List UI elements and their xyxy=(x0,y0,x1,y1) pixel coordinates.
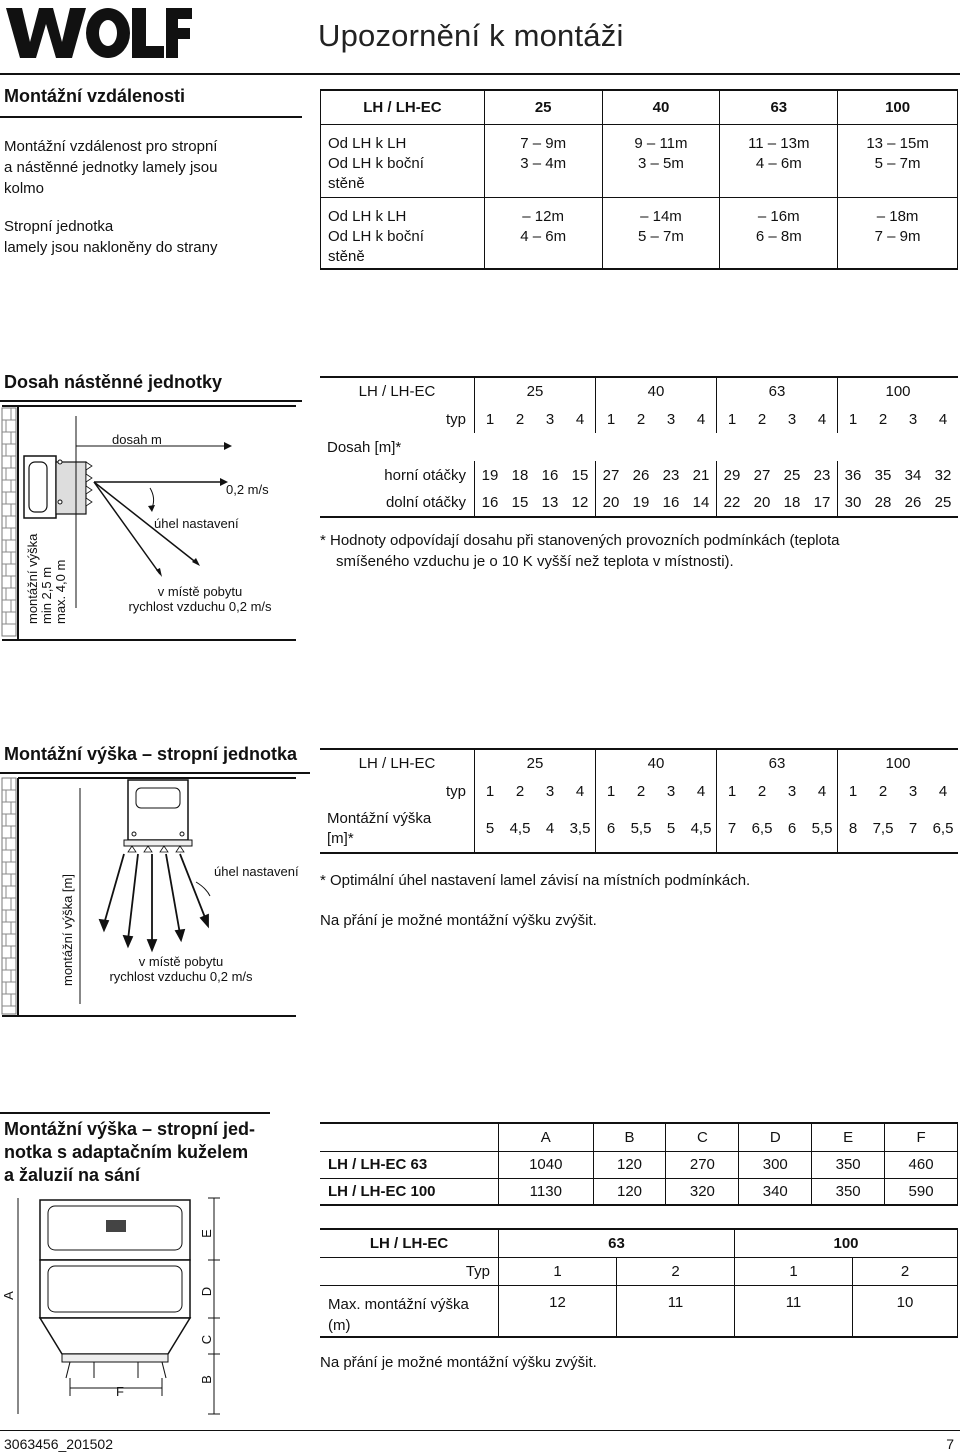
table-cell xyxy=(838,197,958,269)
cell-line: 5 – 7m xyxy=(874,154,921,172)
heading-line: Montážní výška – stropní jed- xyxy=(4,1119,256,1139)
ceiling-unit-diagram xyxy=(0,774,302,1020)
label-line: Montážní výška xyxy=(327,809,432,827)
table-cell: 4 xyxy=(817,782,827,800)
table-cell: 1 xyxy=(838,405,869,433)
table-cell: 3 xyxy=(908,410,918,428)
zone-line: v místě pobytu xyxy=(157,584,243,599)
table-header: LH / LH-EC xyxy=(321,90,485,124)
section-rule xyxy=(0,116,302,118)
table-cell: 18 xyxy=(783,494,801,511)
table-cell: 2 xyxy=(636,410,646,428)
section-heading-ceiling: Montážní výška – stropní jednotka xyxy=(4,744,298,764)
table-header: 63 xyxy=(717,377,838,405)
cell-line: – 16m xyxy=(757,207,800,225)
table-header: 63 xyxy=(499,1229,735,1257)
table-cell: 26 xyxy=(632,466,650,484)
heading-line: notka s adaptačním kuželem xyxy=(4,1142,249,1162)
table-header: 40 xyxy=(602,90,720,124)
table-cell: 1 xyxy=(838,777,869,805)
table-cell: 15 xyxy=(571,466,589,484)
table-header: 63 xyxy=(717,749,838,777)
table-cell: 32 xyxy=(934,466,952,484)
height-note: * Optimální úhel nastavení lamel závisí na místních podmínkách. xyxy=(320,872,751,889)
table-cell: 4 xyxy=(696,410,706,428)
table-cell: 15 xyxy=(511,494,529,511)
table-cell: 3 xyxy=(666,410,676,428)
table-header: 40 xyxy=(596,377,717,405)
table-row xyxy=(320,1178,958,1205)
dim-B-label: B xyxy=(198,1375,214,1384)
table-row xyxy=(320,1257,958,1285)
table-header: 100 xyxy=(838,749,959,777)
cell-line: Od LH k LH xyxy=(328,207,407,225)
table-cell xyxy=(484,124,602,197)
cell-line: stěně xyxy=(328,174,365,192)
table-cell: 1040 xyxy=(499,1151,594,1178)
value-cell: 11 xyxy=(735,1285,853,1337)
zone-label xyxy=(106,954,256,984)
table-header: 100 xyxy=(838,90,958,124)
cell-line: 3 – 5m xyxy=(638,154,684,172)
table-cell: 4 xyxy=(938,410,948,428)
cell-line: 13 – 15m xyxy=(866,134,929,152)
row-label: horní otáčky xyxy=(384,466,466,484)
height-label xyxy=(26,524,68,624)
s1-text1 xyxy=(4,136,304,199)
table-cell: 3,5 xyxy=(569,820,591,837)
table-header: E xyxy=(812,1123,885,1151)
angle-label: úhel nastavení xyxy=(154,516,239,531)
type-cell: 1 xyxy=(499,1257,617,1285)
row-label: Dosah [m]* xyxy=(327,438,402,456)
header-rule xyxy=(0,73,960,75)
reach-note xyxy=(320,530,960,572)
table-cell: 14 xyxy=(692,494,710,511)
table-cell: 21 xyxy=(692,466,710,484)
table-cell: 25 xyxy=(783,466,801,484)
table-cell: 5 xyxy=(666,820,676,837)
row-label xyxy=(321,197,485,269)
typ-label: typ xyxy=(445,782,466,800)
table-row xyxy=(320,805,958,853)
type-cell: 2 xyxy=(853,1257,958,1285)
table-cell: 5,5 xyxy=(630,820,652,837)
table-cell: 2 xyxy=(515,782,525,800)
cell-line: Od LH k LH xyxy=(328,134,407,152)
table-cell: 23 xyxy=(662,466,680,484)
table-cell: 1130 xyxy=(499,1178,594,1205)
table-header-row xyxy=(320,1123,958,1151)
table-cell: 350 xyxy=(812,1151,885,1178)
label-line: (m) xyxy=(328,1316,351,1334)
value-cell: 10 xyxy=(853,1285,958,1337)
table-header: LH / LH-EC xyxy=(369,1234,449,1252)
table-cell: 2 xyxy=(636,782,646,800)
table-cell: 16 xyxy=(541,466,559,484)
table-cell: 25 xyxy=(934,494,952,511)
table-cell: 6 xyxy=(787,820,797,837)
table-row xyxy=(320,433,958,461)
height-line: montážní výška xyxy=(25,533,40,624)
table-header: 25 xyxy=(475,377,596,405)
table-header: 25 xyxy=(484,90,602,124)
table-cell xyxy=(838,124,958,197)
typ-label: Typ xyxy=(465,1262,490,1280)
cell-line: 3 – 4m xyxy=(520,154,567,172)
table-header: 40 xyxy=(596,749,717,777)
row-label xyxy=(320,805,475,853)
table-row xyxy=(320,1151,958,1178)
cell-line: 7 – 9m xyxy=(874,227,921,245)
table-cell xyxy=(475,433,959,461)
dimensions-table xyxy=(320,1122,958,1206)
max-height-table xyxy=(320,1228,958,1338)
cell-line: stěně xyxy=(328,247,365,265)
table-cell: 8 xyxy=(838,805,869,853)
wall-unit-diagram xyxy=(0,402,302,642)
table-cell: 590 xyxy=(885,1178,958,1205)
table-cell: 19 xyxy=(632,494,650,511)
section-rule xyxy=(0,1112,270,1114)
table-cell: 16 xyxy=(475,489,506,517)
table-header: D xyxy=(739,1123,812,1151)
table-cell: 3 xyxy=(908,782,918,800)
table-cell xyxy=(720,124,838,197)
table-cell: 4 xyxy=(938,782,948,800)
cell-line: – 14m xyxy=(640,207,682,225)
label-line: [m]* xyxy=(327,829,354,847)
zone-line: rychlost vzduchu 0,2 m/s xyxy=(128,599,272,614)
wolf-logo xyxy=(6,4,192,62)
page-title: Upozornění k montáži xyxy=(318,18,624,53)
table-header: LH / LH-EC xyxy=(358,383,436,400)
table-header: B xyxy=(593,1123,666,1151)
table-row xyxy=(321,124,958,197)
table-cell: 1 xyxy=(717,777,748,805)
speed-label: 0,2 m/s xyxy=(226,482,269,497)
angle-label: úhel nastavení xyxy=(214,864,299,879)
section-heading-cone xyxy=(0,1118,270,1187)
table-cell: 5 xyxy=(475,805,506,853)
dim-E-label: E xyxy=(198,1229,214,1238)
table-cell: 460 xyxy=(885,1151,958,1178)
height-note2: Na přání je možné montážní výšku zvýšit. xyxy=(320,912,597,929)
text-line: lamely jsou nakloněny do strany xyxy=(4,239,218,256)
table-cell: 17 xyxy=(813,494,831,511)
cone-unit-diagram xyxy=(0,1192,230,1424)
table-cell xyxy=(720,197,838,269)
table-cell: 16 xyxy=(662,494,680,511)
table-cell: 27 xyxy=(596,461,627,489)
table-header: F xyxy=(885,1123,958,1151)
table-cell: 4,5 xyxy=(509,820,531,837)
reach-table xyxy=(320,376,958,518)
height-label: montážní výška [m] xyxy=(60,874,75,986)
table-cell: 120 xyxy=(593,1178,666,1205)
table-cell: 300 xyxy=(739,1151,812,1178)
cell-line: – 18m xyxy=(876,207,919,225)
table-cell: 6 xyxy=(596,805,627,853)
table-cell: 6,5 xyxy=(751,820,773,837)
table-cell: 3 xyxy=(545,782,555,800)
table-cell: 20 xyxy=(753,494,771,511)
table-cell: 27 xyxy=(753,466,771,484)
table-header-row xyxy=(320,377,958,405)
table-cell: 12 xyxy=(571,494,589,511)
table-row xyxy=(320,777,958,805)
value-cell: 12 xyxy=(499,1285,617,1337)
table-header-row xyxy=(320,1229,958,1257)
type-cell: 1 xyxy=(735,1257,853,1285)
table-cell: 6,5 xyxy=(932,820,954,837)
table-header: A xyxy=(499,1123,594,1151)
table-cell: 4 xyxy=(575,410,585,428)
table-cell: 1 xyxy=(596,777,627,805)
table-cell: 1 xyxy=(596,405,627,433)
table-cell: 120 xyxy=(593,1151,666,1178)
dim-D-label: D xyxy=(199,1286,215,1297)
table-cell: 2 xyxy=(515,410,525,428)
cell-line: 4 – 6m xyxy=(520,227,567,245)
heading-line: a žaluzií na sání xyxy=(4,1165,141,1185)
table-cell: 23 xyxy=(813,466,831,484)
table-cell: 1 xyxy=(475,405,506,433)
row-label: LH / LH-EC 63 xyxy=(328,1156,428,1173)
cell-line: 6 – 8m xyxy=(755,227,802,245)
table-cell: 2 xyxy=(757,782,767,800)
typ-label: typ xyxy=(445,410,466,428)
dim-C-label: C xyxy=(199,1334,215,1345)
table-cell: 4 xyxy=(575,782,585,800)
table-row xyxy=(320,405,958,433)
table-cell: 4 xyxy=(545,820,555,837)
table-cell: 5,5 xyxy=(811,820,833,837)
table-cell xyxy=(484,197,602,269)
table-header: 63 xyxy=(720,90,838,124)
text-line: Stropní jednotka xyxy=(4,218,114,235)
page-number: 7 xyxy=(946,1436,954,1452)
table-cell: 36 xyxy=(838,461,869,489)
table-cell: 4 xyxy=(817,410,827,428)
s1-text2 xyxy=(4,216,304,258)
cell-line: – 12m xyxy=(522,207,564,225)
cell-line: Od LH k boční xyxy=(328,227,424,245)
dim-A-label: A xyxy=(0,1291,16,1300)
type-cell: 2 xyxy=(617,1257,735,1285)
height-table xyxy=(320,748,958,854)
table-cell: 30 xyxy=(838,489,869,517)
cell-line: 9 – 11m xyxy=(634,134,688,152)
cone-note: Na přání je možné montážní výšku zvýšit. xyxy=(320,1354,597,1371)
height-line: min 2,5 m xyxy=(39,566,54,624)
distances-table xyxy=(320,89,958,270)
table-cell: 2 xyxy=(878,410,888,428)
text-line: a nástěnné jednotky lamely jsou xyxy=(4,159,218,176)
row-label: LH / LH-EC 100 xyxy=(328,1182,436,1200)
note-line: smíšeného vzduchu je o 10 K vyšší než teplota v místnosti). xyxy=(336,553,734,570)
table-header xyxy=(320,1123,499,1151)
table-cell: 29 xyxy=(717,461,748,489)
table-cell: 320 xyxy=(666,1178,739,1205)
cell-line: 7 – 9m xyxy=(520,134,567,152)
table-header: C xyxy=(666,1123,739,1151)
zone-line: v místě pobytu xyxy=(138,954,224,969)
table-header-row xyxy=(320,749,958,777)
table-cell: 1 xyxy=(717,405,748,433)
cell-line: 11 – 13m xyxy=(748,134,810,152)
table-header: 100 xyxy=(735,1229,958,1257)
table-cell: 13 xyxy=(541,494,559,511)
table-cell: 340 xyxy=(739,1178,812,1205)
table-cell: 28 xyxy=(874,494,892,511)
table-cell: 7 xyxy=(717,805,748,853)
table-header: 100 xyxy=(838,377,959,405)
table-cell: 7,5 xyxy=(872,820,894,837)
row-label xyxy=(320,1285,499,1337)
table-cell: 35 xyxy=(874,466,892,484)
table-row xyxy=(320,489,958,517)
zone-label xyxy=(120,584,280,614)
label-line: Max. montážní výška xyxy=(328,1295,469,1313)
table-cell: 20 xyxy=(596,489,627,517)
text-line: Montážní vzdálenost pro stropní xyxy=(4,138,218,155)
height-line: max. 4,0 m xyxy=(53,559,68,624)
table-row xyxy=(321,197,958,269)
table-header: 25 xyxy=(475,749,596,777)
table-cell xyxy=(320,405,330,433)
table-cell: 34 xyxy=(904,466,922,484)
table-cell: 2 xyxy=(878,782,888,800)
table-cell xyxy=(602,197,720,269)
dim-F-label: F xyxy=(116,1384,124,1399)
table-cell: 18 xyxy=(511,466,529,484)
table-row xyxy=(320,1285,958,1337)
cell-line: Od LH k boční xyxy=(328,154,424,172)
table-cell: 26 xyxy=(904,494,922,511)
table-header: LH / LH-EC xyxy=(358,755,436,772)
reach-label: dosah m xyxy=(112,432,162,447)
value-cell: 11 xyxy=(617,1285,735,1337)
table-cell: 4 xyxy=(696,782,706,800)
table-cell: 3 xyxy=(545,410,555,428)
table-cell: 7 xyxy=(908,820,918,837)
doc-code: 3063456_201502 xyxy=(4,1436,114,1452)
cell-line: 5 – 7m xyxy=(638,227,684,245)
table-row xyxy=(320,461,958,489)
table-cell: 3 xyxy=(666,782,676,800)
zone-line: rychlost vzduchu 0,2 m/s xyxy=(109,969,253,984)
row-label: dolní otáčky xyxy=(385,494,466,511)
table-cell: 3 xyxy=(787,410,797,428)
table-cell: 3 xyxy=(787,782,797,800)
cell-line: 4 – 6m xyxy=(755,154,802,172)
row-label xyxy=(321,124,485,197)
table-cell: 270 xyxy=(666,1151,739,1178)
table-cell: 22 xyxy=(717,489,748,517)
table-header-row xyxy=(321,90,958,124)
table-cell: 1 xyxy=(475,777,506,805)
table-cell: 19 xyxy=(475,461,506,489)
table-cell: 350 xyxy=(812,1178,885,1205)
table-cell: 4,5 xyxy=(690,820,712,837)
footer-rule xyxy=(0,1430,960,1431)
table-cell xyxy=(602,124,720,197)
text-line: kolmo xyxy=(4,180,45,197)
section-heading-distances: Montážní vzdálenosti xyxy=(4,86,186,106)
section-heading-reach: Dosah nástěnné jednotky xyxy=(4,372,223,392)
note-line: * Hodnoty odpovídají dosahu při stanovených provozních podmínkách (teplota xyxy=(320,532,840,549)
table-cell: 2 xyxy=(757,410,767,428)
